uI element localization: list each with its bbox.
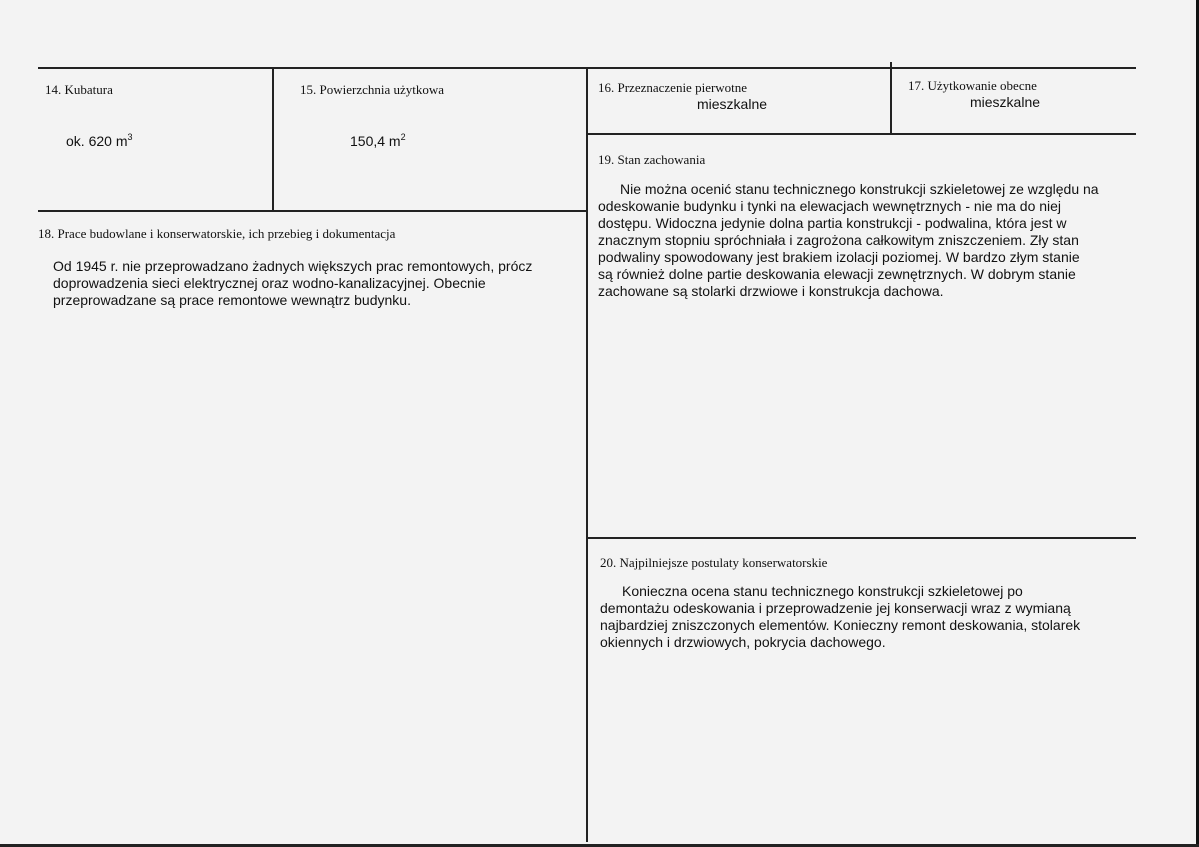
- field-16-value: mieszkalne: [697, 96, 768, 112]
- field-20-text: [600, 583, 1135, 651]
- field-15-value-text: 150,4 m: [350, 133, 401, 149]
- field-19-line-7: zachowane są stolarki drzwiowe i konstrukcja dachowa.: [598, 283, 944, 299]
- rule-above-20: [586, 537, 1136, 539]
- field-18-label: 18. Prace budowlane i konserwatorskie, ich przebieg i dokumentacja: [38, 226, 396, 241]
- field-18-text: [53, 258, 583, 309]
- field-19-line-6: są również dolne partie deskowania elewacji zewnętrznych. W dobrym stanie: [598, 266, 1076, 282]
- field-19-line-3: dostępu. Widoczna jedynie dolna partia konstrukcji - podwalina, która jest w: [598, 215, 1067, 231]
- field-19-line-5: podwaliny spowodowany jest brakiem izolacji poziomej. W bardzo złym stanie: [598, 249, 1080, 265]
- field-20-line-3: najbardziej zniszczonych elementów. Konieczny remont deskowania, stolarek: [600, 617, 1081, 633]
- field-14-value: [66, 133, 133, 149]
- field-20-line-1: Konieczna ocena stanu technicznego konstrukcji szkieletowej po: [622, 583, 1023, 599]
- field-18-line-2: doprowadzenia sieci elektrycznej oraz wodno-kanalizacyjnej. Obecnie: [53, 275, 486, 291]
- field-15-unit-superscript: 2: [400, 132, 406, 142]
- divider-16-17: [890, 62, 892, 134]
- field-15-value: [350, 133, 406, 149]
- field-14-label: 14. Kubatura: [45, 82, 113, 97]
- field-14-value-text: ok. 620 m: [66, 133, 128, 149]
- field-20-line-4: okiennych i drzwiowych, pokrycia dachowego.: [600, 634, 886, 650]
- field-20-line-2: demontażu odeskowania i przeprowadzenie jej konserwacji wraz z wymianą: [600, 600, 1071, 616]
- field-19-text: [598, 181, 1133, 300]
- field-20-label: 20. Najpilniejsze postulaty konserwatorskie: [600, 555, 828, 570]
- rule-above-18: [38, 210, 586, 212]
- field-18-line-3: przeprowadzane są prace remontowe wewnątrz budynku.: [53, 292, 411, 308]
- field-19-line-4: znacznym stopniu spróchniała i zagrożona całkowitym zniszczeniem. Zły stan: [598, 232, 1079, 248]
- field-14-unit-superscript: 3: [127, 132, 133, 142]
- field-15-label: 15. Powierzchnia użytkowa: [300, 82, 445, 97]
- field-16-label: 16. Przeznaczenie pierwotne: [598, 80, 748, 95]
- divider-14-15: [272, 67, 274, 211]
- field-19-line-2: odeskowanie budynku i tynki na elewacjach wewnętrznych - nie ma do niej: [598, 198, 1062, 214]
- field-19-label: 19. Stan zachowania: [598, 152, 706, 167]
- field-19-line-1: Nie można ocenić stanu technicznego konstrukcji szkieletowej ze względu na: [620, 181, 1099, 197]
- center-divider: [586, 67, 588, 842]
- field-18-line-1: Od 1945 r. nie przeprowadzano żadnych większych prac remontowych, prócz: [53, 258, 533, 274]
- field-17-label: 17. Użytkowanie obecne: [908, 78, 1037, 93]
- rule-under-16-17: [586, 133, 1136, 135]
- field-17-value: mieszkalne: [970, 94, 1041, 110]
